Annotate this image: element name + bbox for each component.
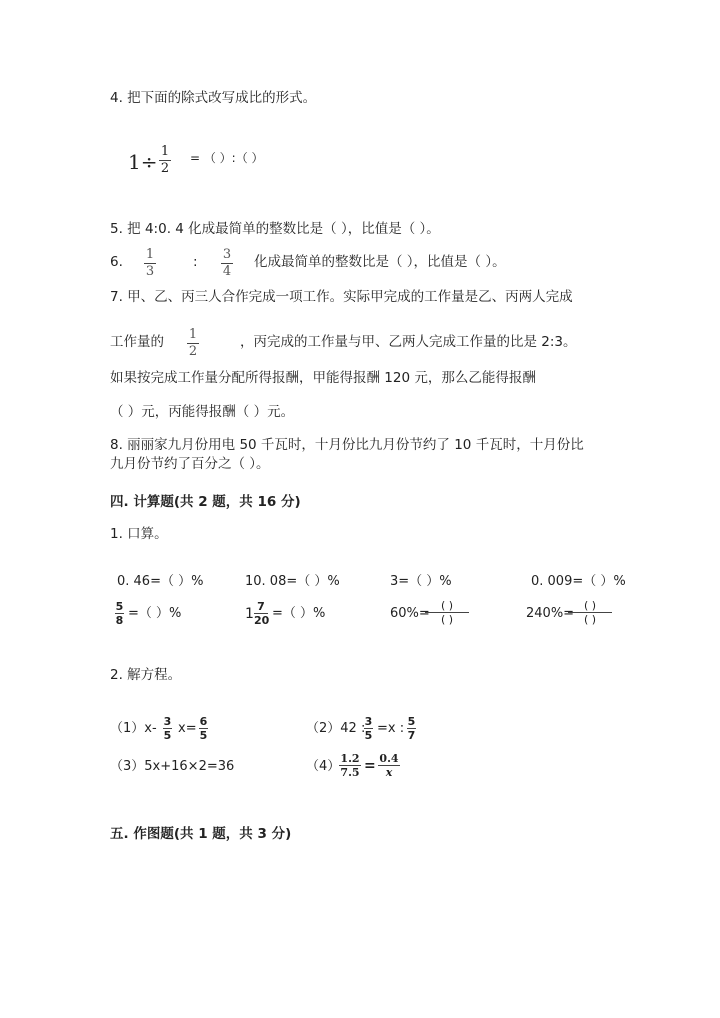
q7-line3: 如果按完成工作量分配所得报酬，甲能得报酬 120 元，那么乙能得报酬 [110,370,536,386]
q6-f2-num: 3 [222,247,232,262]
eq1-mid: x= [178,721,197,736]
q6-fraction-2 [221,248,233,279]
q6-colon: : [193,254,198,270]
eq4-f1-den: 7.5 [340,766,360,779]
calc1-r1c1: 0. 46=（ ）% [117,574,204,589]
calc1-r2c1-num: 5 [115,600,124,613]
eq1-fraction-2 [199,716,208,741]
q5-text: 5. 把 4:0. 4 化成最简单的整数比是（ ），比值是（ ）。 [110,221,440,237]
eq4-fraction-1 [339,753,361,778]
q8-line2: 九月份节约了百分之（ ）。 [110,456,270,472]
calc1-r2c4-fraction [568,600,612,625]
eq3: （3）5x+16×2=36 [110,759,235,774]
calc1-r2c2-fraction [254,601,268,626]
q6-f1-num: 1 [145,247,155,262]
section4-title: 四. 计算题(共 2 题，共 16 分) [110,494,301,510]
calc1-r2c3-head: 60%= [390,606,430,621]
calc1-r2c1-den: 8 [115,614,124,627]
q4-text: 4. 把下面的除式改写成比的形式。 [110,90,317,106]
eq2-f2-den: 7 [407,729,416,742]
eq2-head: （2）42 : [306,721,366,736]
calc1-r2c2-den: 20 [254,614,270,627]
calc1-r2c2-tail: =（ ）% [272,606,326,621]
q6-f1-den: 3 [145,264,155,279]
q7-line2-head: 工作量的 [110,334,164,350]
q6-tail: 化成最简单的整数比是（ ），比值是（ ）。 [254,254,506,270]
eq1-head: （1）x- [110,721,157,736]
calc1-r2c3-num: ( ) [440,599,454,612]
calc1-r1c2: 10. 08=（ ）% [245,574,340,589]
q4-fraction [159,145,171,176]
q6-f2-den: 4 [222,264,232,279]
calc1-r1c4: 0. 009=（ ）% [531,574,626,589]
q7-fraction [187,328,199,359]
eq2-fraction-2 [407,716,416,741]
calc1-r2c3-den: ( ) [440,613,454,626]
q8-line1: 8. 丽丽家九月份用电 50 千瓦时，十月份比九月份节约了 10 千瓦时，十月份比 [110,437,584,453]
calc1-r2c4-den: ( ) [583,613,597,626]
eq1-fraction-1 [163,716,172,741]
eq4-fraction-2 [378,753,400,778]
calc1-r2c3-fraction [425,600,469,625]
eq2-mid: =x : [377,721,405,736]
q4-frac-num: 1 [160,144,170,159]
calc2-title: 2. 解方程。 [110,667,182,683]
eq1-f2-den: 5 [199,729,208,742]
q6-fraction-1 [144,248,156,279]
calc1-r2c1-fraction [115,601,124,626]
q7-line2-tail: ，丙完成的工作量与甲、乙两人完成工作量的比是 2:3。 [240,334,577,350]
q7-frac-den: 2 [188,344,198,359]
q4-expr-one: 1÷ [128,150,158,174]
eq4-head: （4） [306,759,341,774]
q7-line1: 7. 甲、乙、丙三人合作完成一项工作。实际甲完成的工作量是乙、丙两人完成 [110,289,573,305]
calc1-r2c4-head: 240%= [526,606,575,621]
calc1-r2c1-tail: =（ ）% [128,606,182,621]
eq1-f2-num: 6 [199,715,208,728]
eq2-f1-den: 5 [364,729,373,742]
q7-frac-num: 1 [188,327,198,342]
calc1-title: 1. 口算。 [110,526,168,542]
eq4-f2-den: x [385,766,393,779]
q6-label: 6. [110,254,123,270]
q4-frac-den: 2 [160,161,170,176]
q4-expr-tail: = （ ）:（ ） [190,151,264,165]
calc1-r1c3: 3=（ ）% [390,574,452,589]
eq4-mid: = [364,758,376,774]
calc1-r2c2-num: 7 [257,600,265,613]
section5-title: 五. 作图题(共 1 题，共 3 分) [110,826,292,842]
eq2-f1-num: 3 [364,715,373,728]
eq1-f1-den: 5 [163,729,172,742]
q7-line4: （ ）元，丙能得报酬（ ）元。 [110,404,295,420]
calc1-r2c2-whole: 1 [245,606,254,622]
eq4-f1-num: 1.2 [340,752,360,765]
eq4-f2-num: 0.4 [379,752,399,765]
eq2-f2-num: 5 [407,715,416,728]
eq1-f1-num: 3 [163,715,172,728]
calc1-r2c4-num: ( ) [583,599,597,612]
eq2-fraction-1 [364,716,373,741]
